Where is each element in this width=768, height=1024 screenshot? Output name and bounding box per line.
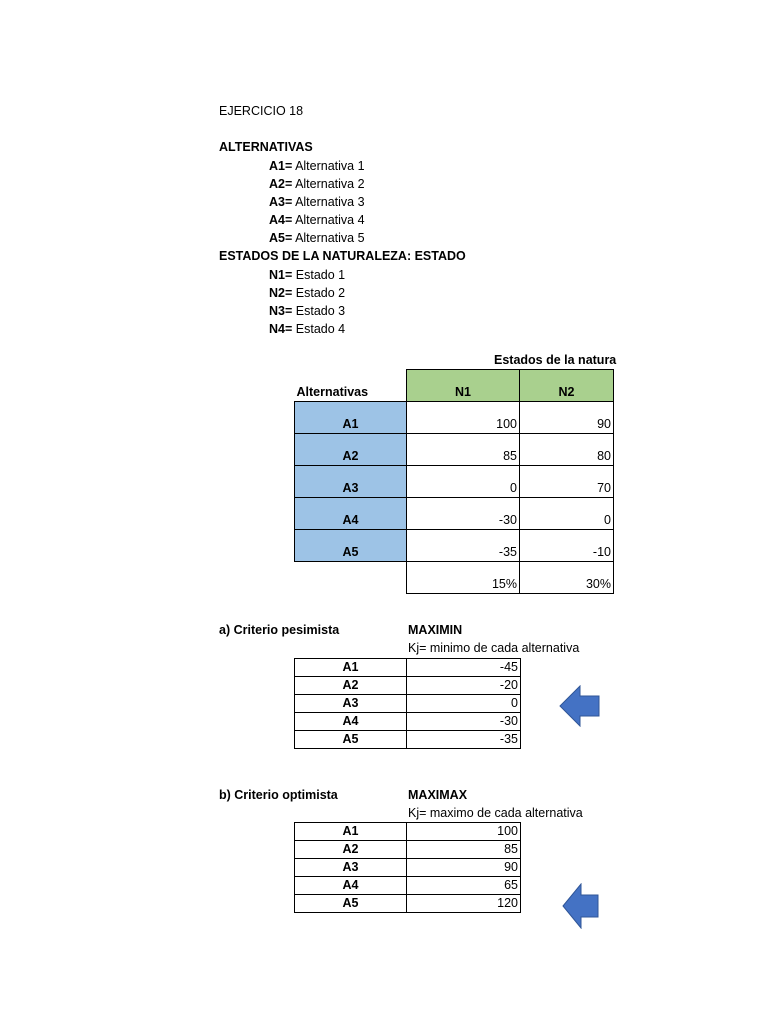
state-item	[269, 304, 345, 318]
cell-value: 90	[520, 402, 614, 434]
table-row	[295, 402, 614, 434]
table-row	[295, 498, 614, 530]
state-item	[269, 286, 345, 300]
row-value: -35	[407, 731, 521, 749]
alternative-code: A1=	[269, 159, 293, 173]
cell-value: 85	[407, 434, 520, 466]
alternative-text: Alternativa 5	[292, 231, 365, 245]
alternative-code: A2=	[269, 177, 293, 191]
cell-value: 100	[407, 402, 520, 434]
criterion-a-table	[294, 658, 521, 749]
table-row	[295, 895, 521, 913]
alternative-item	[269, 177, 365, 191]
row-name: A4	[295, 877, 407, 895]
state-text: Estado 2	[292, 286, 346, 300]
exercise-title: EJERCICIO 18	[219, 104, 304, 118]
table-row	[295, 877, 521, 895]
row-name: A1	[295, 402, 407, 434]
probability-value: 30%	[520, 562, 614, 594]
state-code: N3=	[269, 304, 293, 318]
row-value: 85	[407, 841, 521, 859]
row-name: A1	[295, 823, 407, 841]
payoff-table	[294, 369, 614, 594]
criterion-b-label: b) Criterio optimista	[219, 788, 338, 802]
table-row	[295, 859, 521, 877]
alternative-code: A5=	[269, 231, 293, 245]
alternative-text: Alternativa 3	[292, 195, 365, 209]
table-row	[295, 659, 521, 677]
alternative-code: A4=	[269, 213, 293, 227]
row-value: 65	[407, 877, 521, 895]
state-text: Estado 4	[292, 322, 346, 336]
criterion-a-description: Kj= minimo de cada alternativa	[408, 641, 580, 655]
row-name: A3	[295, 695, 407, 713]
payoff-group-header: Estados de la natura	[494, 353, 617, 367]
column-header-n2: N2	[520, 370, 614, 402]
alternatives-heading: ALTERNATIVAS	[219, 140, 313, 154]
row-value: 120	[407, 895, 521, 913]
row-value: 100	[407, 823, 521, 841]
state-code: N2=	[269, 286, 293, 300]
cell-value: 80	[520, 434, 614, 466]
states-heading: ESTADOS DE LA NATURALEZA: ESTADO	[219, 249, 466, 263]
row-name: A5	[295, 895, 407, 913]
table-row	[295, 841, 521, 859]
table-row	[295, 823, 521, 841]
row-name: A3	[295, 859, 407, 877]
row-value: 90	[407, 859, 521, 877]
cell-value: -10	[520, 530, 614, 562]
arrow-left-icon	[562, 883, 600, 929]
alternative-item	[269, 231, 365, 245]
criterion-b-table	[294, 822, 521, 913]
state-code: N1=	[269, 268, 293, 282]
row-name: A2	[295, 677, 407, 695]
row-name: A4	[295, 498, 407, 530]
cell-value: 70	[520, 466, 614, 498]
table-row	[295, 530, 614, 562]
criterion-b-description: Kj= maximo de cada alternativa	[408, 806, 583, 820]
criterion-b-method: MAXIMAX	[408, 788, 468, 802]
table-row	[295, 677, 521, 695]
state-item	[269, 322, 345, 336]
row-name: A5	[295, 530, 407, 562]
row-name: A4	[295, 713, 407, 731]
table-row	[295, 713, 521, 731]
row-value: -45	[407, 659, 521, 677]
table-row	[295, 434, 614, 466]
state-code: N4=	[269, 322, 293, 336]
alternative-text: Alternativa 2	[292, 177, 365, 191]
alternative-text: Alternativa 1	[292, 159, 365, 173]
arrow-left-icon	[559, 685, 601, 727]
column-header-n1: N1	[407, 370, 520, 402]
cell-value: 0	[407, 466, 520, 498]
row-name: A2	[295, 434, 407, 466]
row-value: 0	[407, 695, 521, 713]
state-text: Estado 3	[292, 304, 346, 318]
row-name: A1	[295, 659, 407, 677]
probability-row	[295, 562, 614, 594]
alternative-text: Alternativa 4	[292, 213, 365, 227]
table-row	[295, 466, 614, 498]
criterion-a-method: MAXIMIN	[408, 623, 463, 637]
alternative-item	[269, 213, 365, 227]
criterion-a-label: a) Criterio pesimista	[219, 623, 340, 637]
alternative-item	[269, 195, 365, 209]
table-row	[295, 695, 521, 713]
cell-value: -30	[407, 498, 520, 530]
alternative-code: A3=	[269, 195, 293, 209]
table-row	[295, 731, 521, 749]
row-value: -30	[407, 713, 521, 731]
state-text: Estado 1	[292, 268, 346, 282]
state-item	[269, 268, 345, 282]
cell-value: 0	[520, 498, 614, 530]
row-value: -20	[407, 677, 521, 695]
row-name: A5	[295, 731, 407, 749]
row-name: A3	[295, 466, 407, 498]
alternative-item	[269, 159, 365, 173]
probability-value: 15%	[407, 562, 520, 594]
row-name: A2	[295, 841, 407, 859]
cell-value: -35	[407, 530, 520, 562]
row-header-label: Alternativas	[296, 385, 369, 399]
